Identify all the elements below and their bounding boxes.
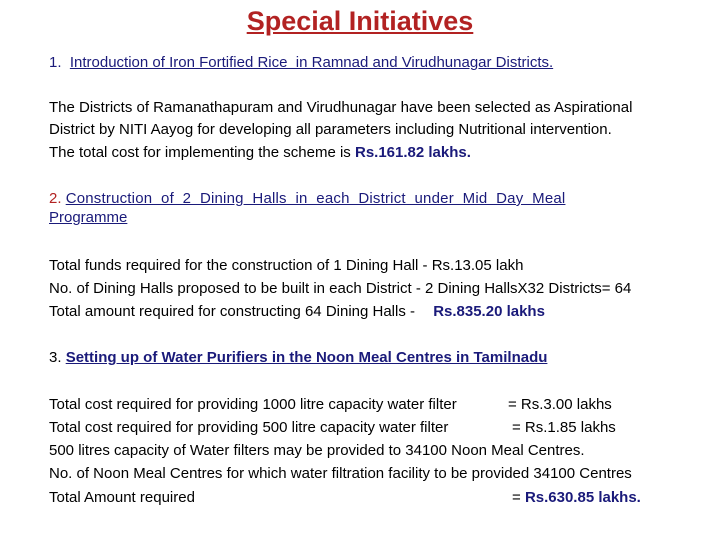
section-1-cost-label: The total cost for implementing the scheme is xyxy=(49,144,355,161)
section-3-line-3: 500 litres capacity of Water filters may be provided to 34100 Noon Meal Centres. xyxy=(49,442,585,459)
section-3-number: 3. xyxy=(49,349,62,366)
section-1-heading xyxy=(49,54,553,72)
section-1-title: Introduction of Iron Fortified Rice in Ramnad and Virudhunagar Districts. xyxy=(69,54,554,71)
section-3-heading xyxy=(49,349,547,367)
section-3-line-1-value: = Rs.3.00 lakhs xyxy=(508,396,612,413)
section-2-total-amount: Rs.835.20 lakhs xyxy=(433,303,545,320)
section-3-line-2: Total cost required for providing 500 litre capacity water filter xyxy=(49,419,449,436)
section-3-line-5: Total Amount required xyxy=(49,489,195,506)
section-3-total xyxy=(512,489,641,507)
section-2-line-2: No. of Dining Halls proposed to be built in each District - 2 Dining HallsX32 Districts= 64 xyxy=(49,280,632,297)
section-2-line-1: Total funds required for the construction of 1 Dining Hall - Rs.13.05 lakh xyxy=(49,257,524,274)
section-3-total-amount: Rs.630.85 lakhs. xyxy=(524,489,641,506)
section-2-total-label: Total amount required for constructing 64 Dining Halls - xyxy=(49,303,416,320)
page-title: Special Initiatives xyxy=(246,6,474,36)
section-2-title-line-2: Programme xyxy=(49,209,128,226)
section-1-line-1: The Districts of Ramanathapuram and Virudhunagar have been selected as Aspirational xyxy=(49,99,633,116)
section-1-number: 1. xyxy=(49,54,62,71)
section-2-title-line-1: Construction of 2 Dining Halls in each District under Mid Day Meal xyxy=(65,190,566,207)
section-3-line-1: Total cost required for providing 1000 litre capacity water filter xyxy=(49,396,457,413)
section-3-title: Setting up of Water Purifiers in the Noon Meal Centres in Tamilnadu xyxy=(65,349,548,366)
section-2-heading xyxy=(49,190,565,208)
section-3-line-4: No. of Noon Meal Centres for which water filtration facility to be provided 34100 Centres xyxy=(49,465,632,482)
section-1-cost-amount: Rs.161.82 lakhs. xyxy=(354,144,471,161)
section-1-line-2: District by NITI Aayog for developing all parameters including Nutritional intervention. xyxy=(49,121,612,138)
section-3-total-equals: = xyxy=(512,489,525,506)
section-2-line-3 xyxy=(49,303,545,321)
section-1-line-3 xyxy=(49,144,471,162)
section-2-number: 2. xyxy=(49,190,62,207)
section-3-line-2-value: = Rs.1.85 lakhs xyxy=(512,419,616,436)
